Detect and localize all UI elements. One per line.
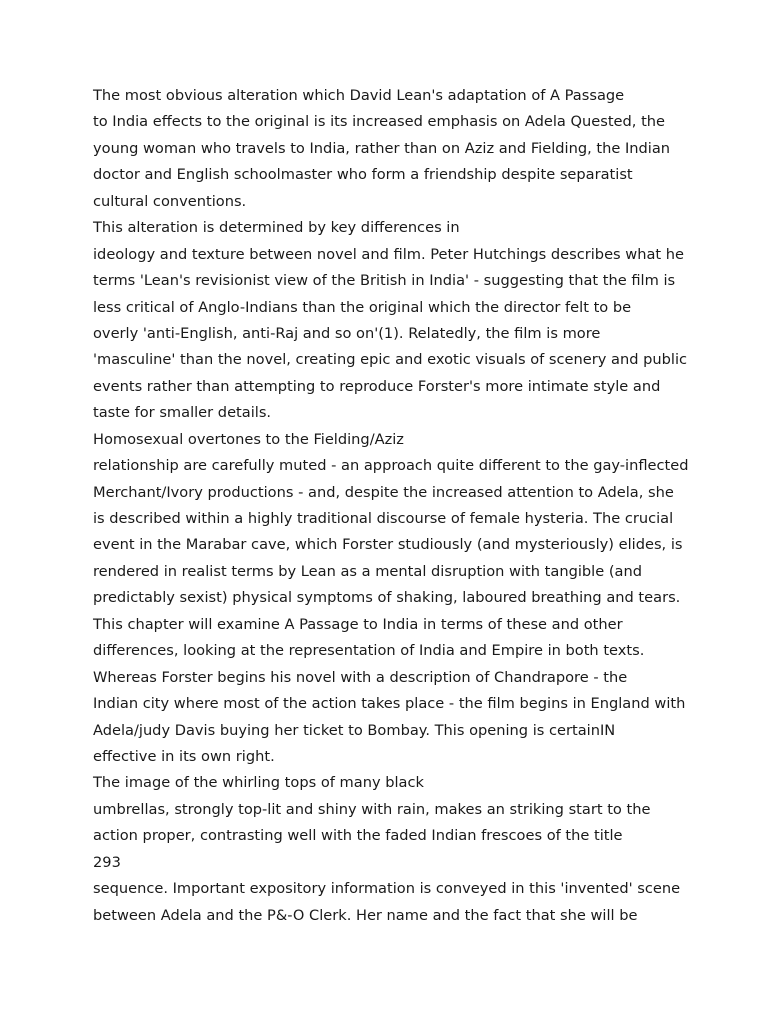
text-line: Merchant/Ivory productions - and, despite the increased attention to Adela, she [93, 483, 674, 501]
text-line: Whereas Forster begins his novel with a description of Chandrapore - the [93, 668, 628, 686]
text-line: cultural conventions. [93, 192, 247, 210]
text-line: umbrellas, strongly top-lit and shiny with rain, makes an striking start to the [93, 800, 651, 818]
text-line: The image of the whirling tops of many black [93, 774, 424, 792]
text-line: less critical of Anglo-Indians than the original which the director felt to be [93, 298, 632, 316]
text-line: differences, looking at the representation of India and Empire in both texts. [93, 642, 645, 660]
text-line: rendered in realist terms by Lean as a mental disruption with tangible (and [93, 562, 642, 580]
text-line: ideology and texture between novel and film. Peter Hutchings describes what he [93, 245, 685, 263]
text-line: The most obvious alteration which David Lean's adaptation of A Passage [93, 87, 625, 104]
body-text [93, 83, 733, 929]
text-line: young woman who travels to India, rather than on Aziz and Fielding, the Indian [93, 139, 671, 157]
text-line: to India effects to the original is its increased emphasis on Adela Quested, the [93, 113, 666, 131]
text-line: overly 'anti-English, anti-Raj and so on'(1). Relatedly, the film is more [93, 324, 601, 342]
text-line: predictably sexist) physical symptoms of shaking, laboured breathing and tears. [93, 589, 681, 607]
text-line: relationship are carefully muted - an approach quite different to the gay-inflected [93, 457, 689, 475]
text-line: event in the Marabar cave, which Forster studiously (and mysteriously) elides, is [93, 536, 683, 554]
text-line: sequence. Important expository information is conveyed in this 'invented' scene [93, 880, 681, 898]
text-line: events rather than attempting to reproduce Forster's more intimate style and [93, 377, 661, 395]
text-line: This alteration is determined by key differences in [93, 219, 460, 237]
text-line: Homosexual overtones to the Fielding/Aziz [93, 430, 404, 448]
text-line: between Adela and the P&-O Clerk. Her name and the fact that she will be [93, 906, 638, 924]
text-line: action proper, contrasting well with the faded Indian frescoes of the title [93, 827, 623, 845]
text-line: This chapter will examine A Passage to India in terms of these and other [93, 615, 623, 633]
text-line: is described within a highly traditional discourse of female hysteria. The crucial [93, 510, 674, 527]
text-line: taste for smaller details. [93, 404, 272, 422]
text-line: doctor and English schoolmaster who form a friendship despite separatist [93, 166, 633, 184]
text-line: effective in its own right. [93, 747, 275, 765]
text-line: terms 'Lean's revisionist view of the British in India' - suggesting that the film is [93, 272, 676, 290]
text-line: 293 [93, 853, 121, 871]
text-line: Adela/judy Davis buying her ticket to Bombay. This opening is certainIN [93, 721, 616, 739]
text-line: Indian city where most of the action takes place - the film begins in England with [93, 695, 686, 713]
text-line: 'masculine' than the novel, creating epic and exotic visuals of scenery and public [93, 351, 688, 369]
